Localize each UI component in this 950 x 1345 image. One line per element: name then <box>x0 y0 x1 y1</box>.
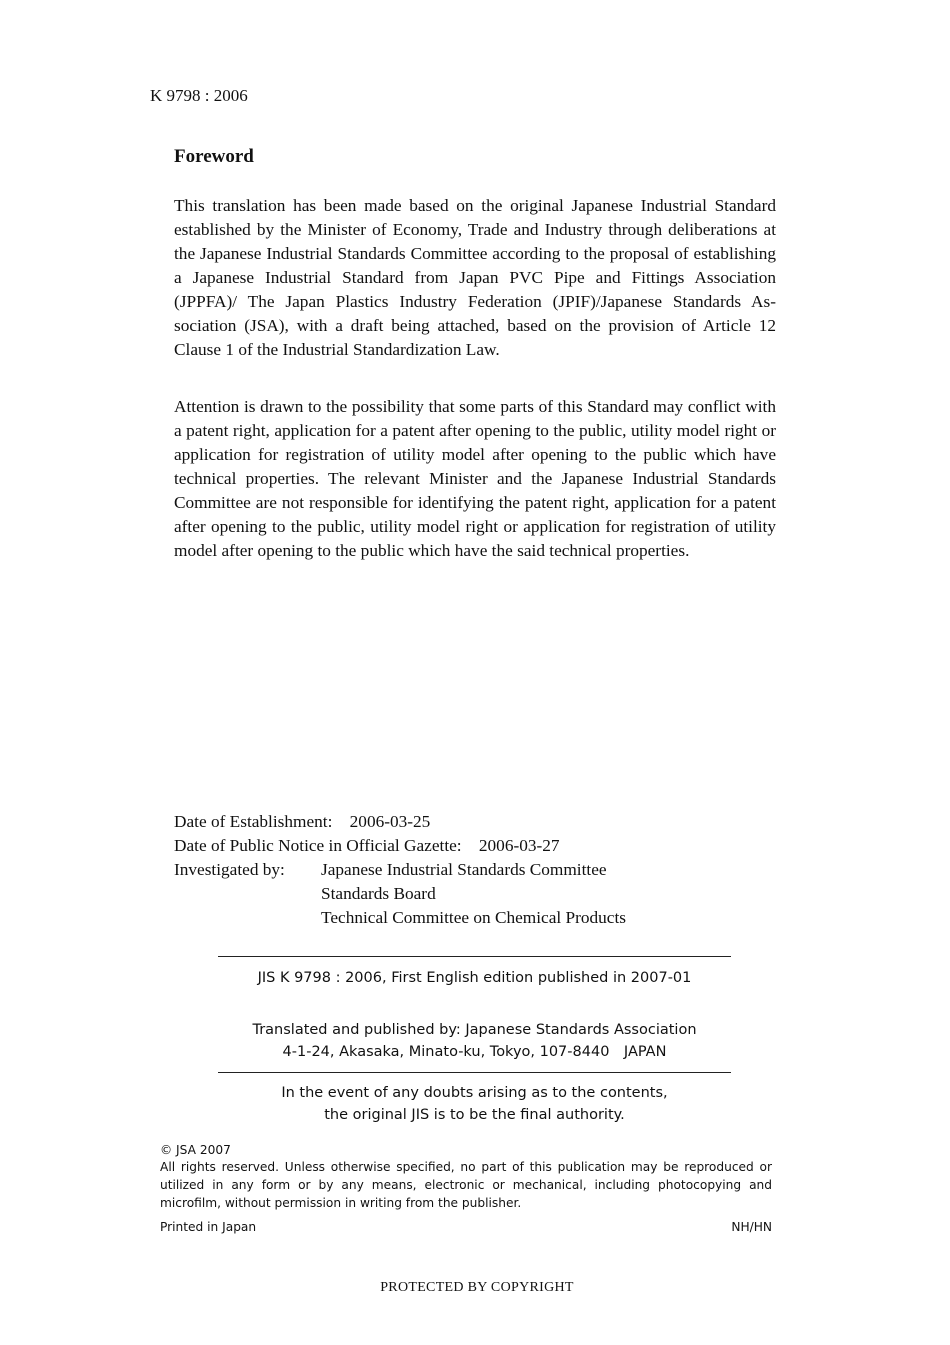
printed-in: Printed in Japan <box>160 1220 257 1234</box>
authority-notice <box>218 1082 731 1126</box>
public-notice-date: 2006-03-27 <box>478 836 560 855</box>
publisher-line: Translated and published by: Japanese Standards Association <box>252 1022 697 1038</box>
copyright-notice: © JSA 2007 <box>160 1143 231 1157</box>
investigated-line: Standards Board <box>321 884 436 903</box>
publisher-address: 4-1-24, Akasaka, Minato-ku, Tokyo, 107-8440 JAPAN <box>282 1044 667 1060</box>
investigated-line: Technical Committee on Chemical Products <box>321 908 626 927</box>
document-id: K 9798 : 2006 <box>150 86 248 105</box>
establishment-row <box>174 810 626 834</box>
establishment-label: Date of Establishment: <box>174 812 333 831</box>
foreword-paragraph-1: This translation has been made based on the original Japanese Industrial Standard established by the Minister of Economy, Trade and Industry through deliberations at the Japanese Industrial Standards Committee according to the proposal of establishing a Japanese Industrial Standard from Japan PVC Pipe and Fittings Association (JPPFA)/ The Japan Plastics Industry Federation (JPIF)/Japanese Standards Association (JSA), with a draft being attached, based on the provision of Article 12 Clause 1 of the Industrial Standardization Law. <box>174 196 776 359</box>
initials-code: NH/HN <box>731 1220 772 1234</box>
foreword-heading: Foreword <box>174 146 254 167</box>
publisher-block <box>218 1019 731 1063</box>
investigated-row <box>174 858 626 930</box>
divider-top <box>218 956 731 957</box>
edition-statement: JIS K 9798 : 2006, First English edition published in 2007-01 <box>257 970 692 986</box>
public-notice-row <box>174 834 626 858</box>
investigated-list <box>321 858 626 930</box>
establishment-date: 2006-03-25 <box>349 812 431 831</box>
rights-statement: All rights reserved. Unless otherwise specified, no part of this publication may be reproduced or utilized in any form or by any means, electronic or mechanical, including photocopying and microfilm, without permission in writing from the publisher. <box>160 1160 772 1210</box>
dates-block <box>174 810 626 930</box>
public-notice-label: Date of Public Notice in Official Gazette: <box>174 836 462 855</box>
foreword-paragraph-2: Attention is drawn to the possibility that some parts of this Standard may conflict with a patent right, application for a patent after opening to the public, utility model right or application for registration of utility model after opening to the public which have technical properties. The relevant Minister and the Japanese Industrial Standards Committee are not responsible for identifying the patent right, application for a patent after opening to the public, utility model right or application for registration of utility model after opening to the public which have the said technical properties. <box>174 397 776 560</box>
authority-line: In the event of any doubts arising as to the contents, <box>281 1085 668 1101</box>
copyright-footer: PROTECTED BY COPYRIGHT <box>380 1280 574 1295</box>
authority-line: the original JIS is to be the final authority. <box>324 1107 625 1123</box>
divider-bottom <box>218 1072 731 1073</box>
investigated-line: Japanese Industrial Standards Committee <box>321 860 607 879</box>
investigated-label: Investigated by: <box>174 860 285 879</box>
